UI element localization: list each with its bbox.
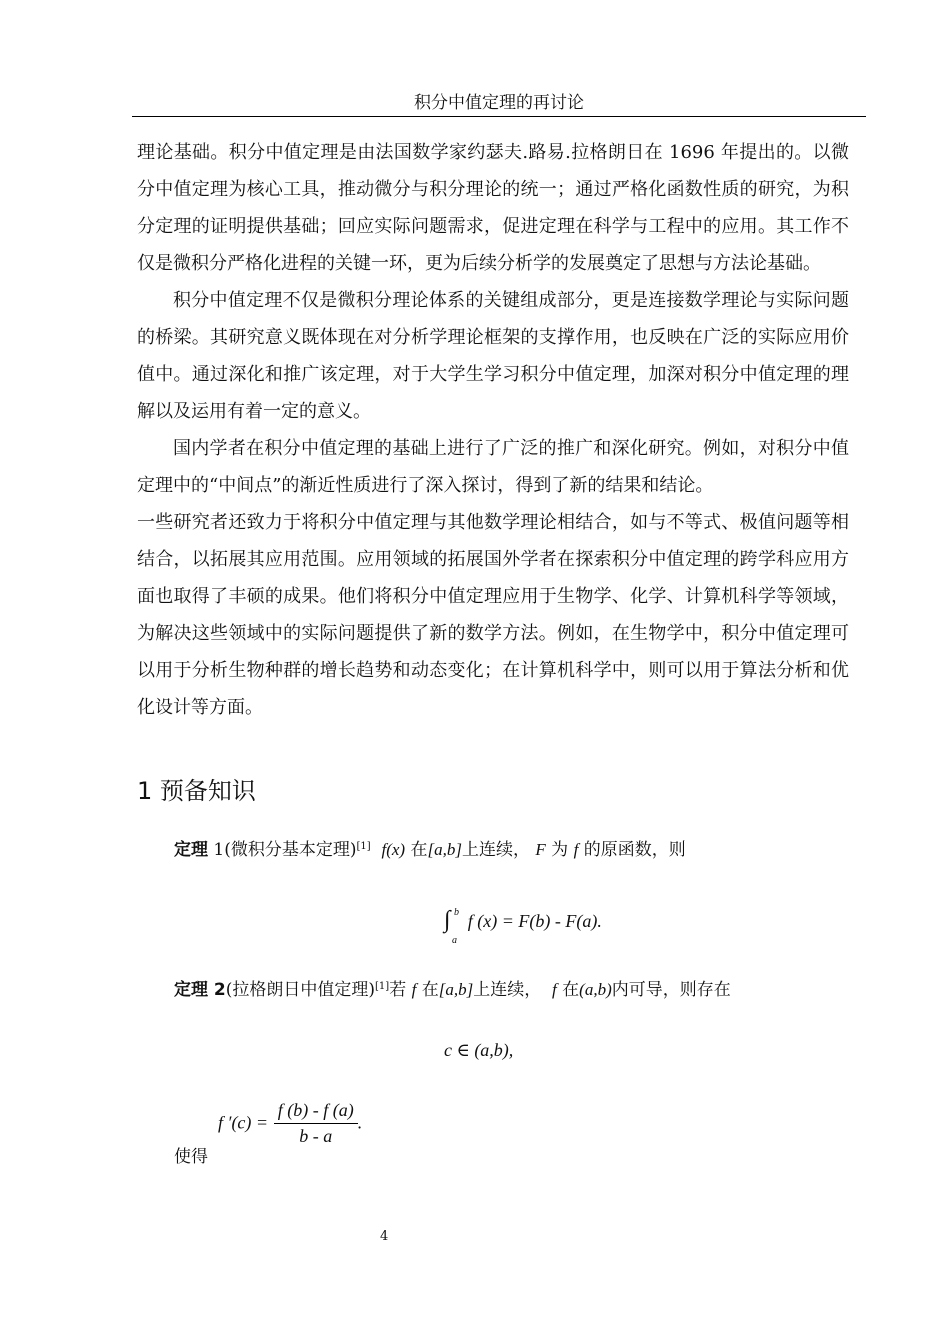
header-title: 积分中值定理的再讨论	[414, 93, 584, 113]
formula-body: f (x) = F(b) - F(a).	[467, 911, 602, 931]
theorem-2-if: 若	[389, 980, 407, 1000]
theorem-1-is: 为	[551, 840, 569, 860]
page-header	[132, 92, 866, 117]
theorem-2-f1: f	[411, 980, 417, 999]
fraction-denominator: b - a	[299, 1126, 333, 1146]
theorem-1-label: 定理	[174, 840, 208, 860]
formula-period: .	[357, 1112, 363, 1133]
paragraph-4: 一些研究者还致力于将积分中值定理与其他数学理论相结合，如与不等式、极值问题等相结合，以拓展其应用范围。应用领域的拓展国外学者在探索积分中值定理的跨学科应用方面也取得了丰硕的成果。他们将积分中值定理应用于生物学、化学、计算机科学等领域，为解决这些领域中的实际问题提供了新的数学方法。例如，在生物学中，积分中值定理可以用于分析生物种群的增长趋势和动态变化；在计算机科学中，则可以用于算法分析和优化设计等方面。	[137, 512, 849, 718]
theorem-1-number: 1	[213, 840, 225, 860]
theorem-2-c-in	[444, 1040, 513, 1061]
theorem-2-in1: 在	[421, 980, 439, 1000]
paragraph-2: 积分中值定理不仅是微积分理论体系的关键组成部分，更是连接数学理论与实际问题的桥梁。其研究意义既体现在对分析学理论框架的支撑作用，也反映在广泛的实际应用价值中。通过深化和推广该定理，对于大学生学习积分中值定理，加深对积分中值定理的理解以及运用有着一定的意义。	[137, 290, 849, 422]
theorem-1-continuous: 上连续，	[461, 840, 530, 860]
theorem-1-fx: f(x)	[381, 840, 406, 859]
theorem-2-name: (拉格朗日中值定理)	[225, 980, 376, 1000]
theorem-1-interval: [a,b]	[427, 840, 462, 859]
theorem-2-formula	[218, 1100, 362, 1147]
fraction-numerator: f (b) - f (a)	[274, 1100, 358, 1124]
theorem-2-differentiable: 内可导，则存在	[611, 980, 731, 1000]
fraction	[274, 1100, 358, 1147]
theorem-1-in: 在	[410, 840, 428, 860]
integral-lower-limit: a	[452, 935, 457, 946]
theorem-1-ref: [1]	[356, 841, 371, 852]
body-text	[137, 134, 849, 726]
theorem-1	[174, 834, 686, 863]
theorem-2	[174, 974, 731, 1003]
integral-sign: ∫	[444, 907, 451, 933]
section-title: 1 预备知识	[137, 777, 256, 805]
theorem-2-interval2: (a,b)	[579, 980, 612, 999]
paragraph-1: 理论基础。积分中值定理是由法国数学家约瑟夫.路易.拉格朗日在 1696 年提出的。以微分中值定理为核心工具，推动微分与积分理论的统一；通过严格化函数性质的研究，为积分定理的证明提供基础；回应实际问题需求，促进定理在科学与工程中的应用。其工作不仅是微积分严格化进程的关键一环，更为后续分析学的发展奠定了思想与方法论基础。	[137, 142, 849, 274]
theorem-1-primitive: 的原函数，则	[583, 840, 686, 860]
theorem-2-ref: [1]	[375, 981, 390, 992]
integral-upper-limit: b	[454, 907, 459, 918]
theorem-2-label: 定理 2	[174, 980, 226, 1000]
theorem-2-in2: 在	[562, 980, 580, 1000]
theorem-2-continuous: 上连续，	[473, 980, 542, 1000]
theorem-1-F: F	[535, 840, 546, 859]
paragraph-3: 国内学者在积分中值定理的基础上进行了广泛的推广和深化研究。例如，对积分中值定理中的“中间点”的渐近性质进行了深入探讨，得到了新的结果和结论。	[137, 438, 849, 496]
theorem-2-f2: f	[552, 980, 557, 999]
c-in-interval: c ∈ (a,b),	[444, 1040, 514, 1060]
theorem-1-f: f	[573, 840, 579, 859]
such-that: 使得	[174, 1147, 208, 1167]
formula-lhs: f ′(c) =	[218, 1112, 269, 1133]
theorem-1-name: (微积分基本定理)	[224, 840, 357, 860]
theorem-2-interval1: [a,b]	[438, 980, 474, 999]
page-number: 4	[380, 1229, 389, 1244]
theorem-1-formula	[444, 904, 602, 946]
